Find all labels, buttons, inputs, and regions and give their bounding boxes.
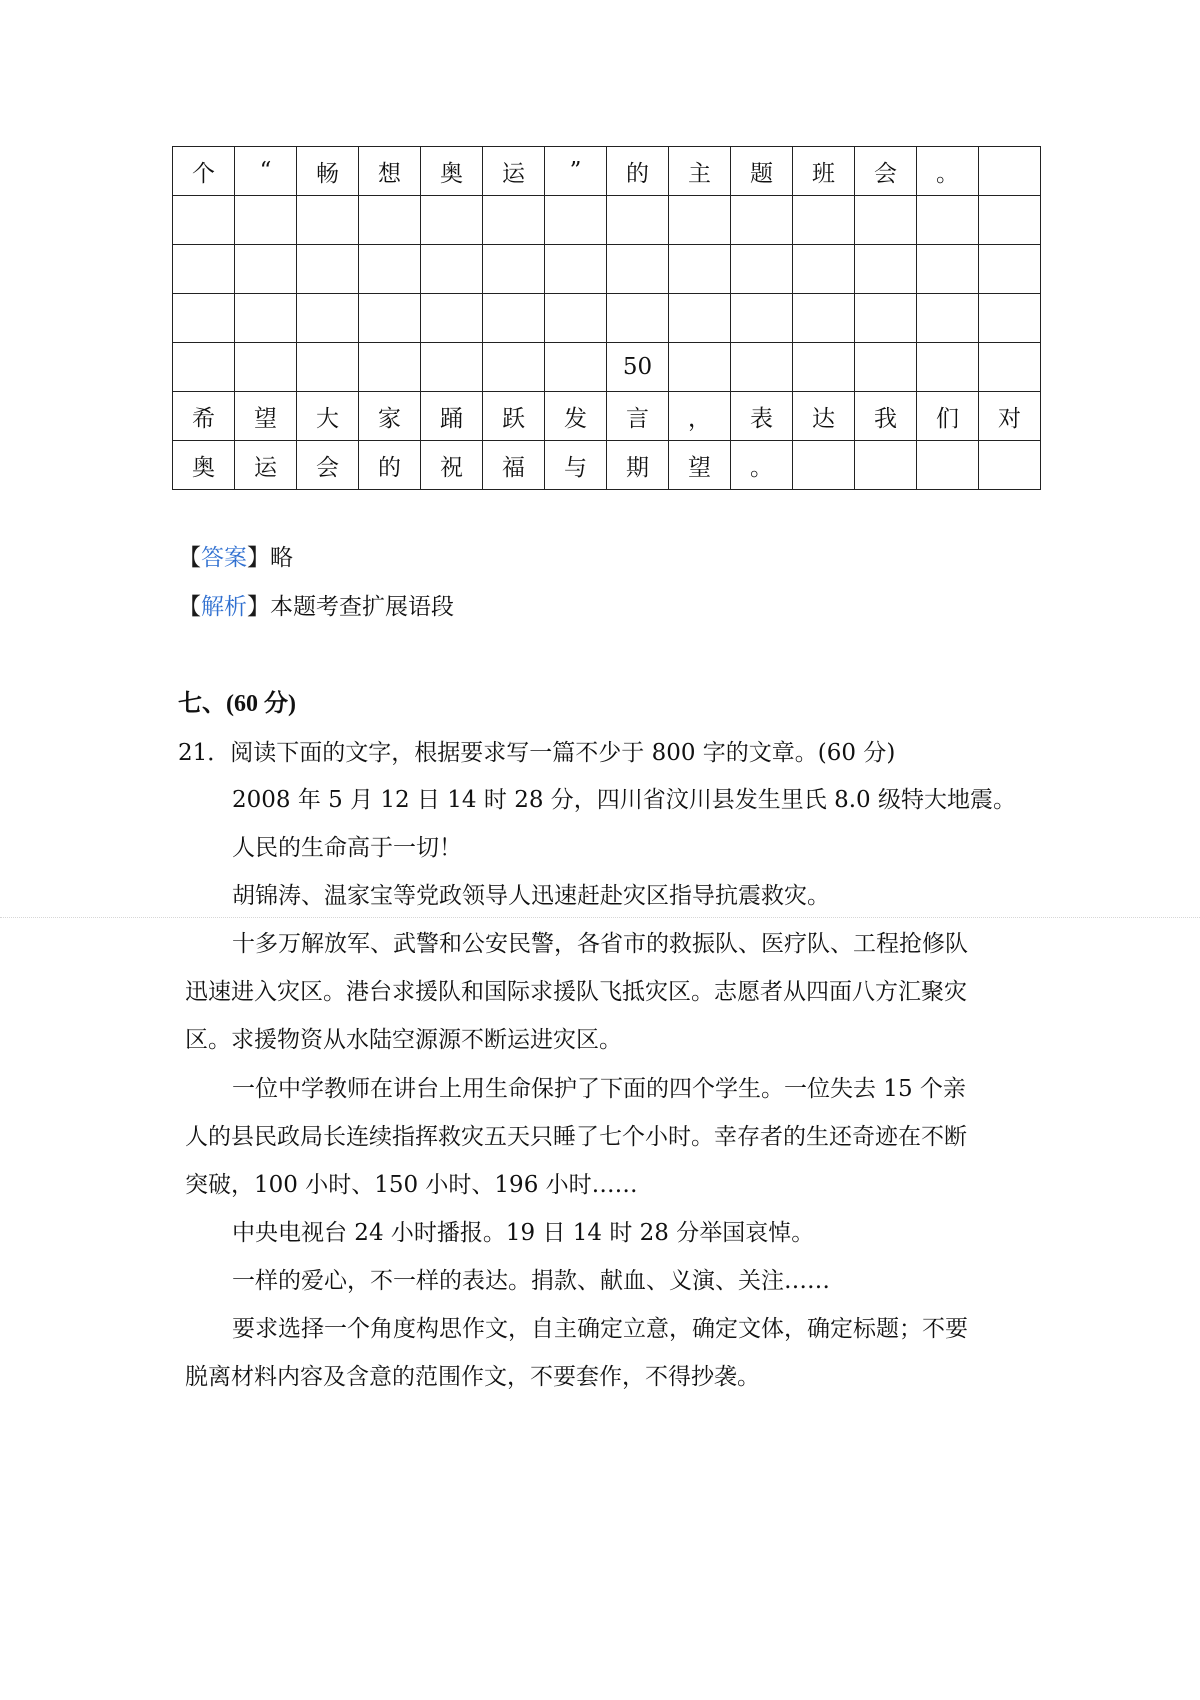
grid-cell: 。 (731, 441, 793, 490)
material-line: 一样的爱心，不一样的表达。捐款、献血、义演、关注…… (232, 1268, 830, 1294)
grid-cell: 运 (483, 147, 545, 196)
grid-cell (855, 294, 917, 343)
grid-row (173, 196, 1041, 245)
grid-cell: 祝 (421, 441, 483, 490)
grid-cell (235, 294, 297, 343)
grid-row (173, 392, 1041, 441)
grid-cell: 运 (235, 441, 297, 490)
grid-cell (979, 294, 1041, 343)
grid-cell (731, 245, 793, 294)
grid-cell (297, 294, 359, 343)
grid-cell (297, 196, 359, 245)
grid-row (173, 343, 1041, 392)
grid-cell (545, 196, 607, 245)
grid-cell (483, 196, 545, 245)
material-line: 十多万解放军、武警和公安民警，各省市的救振队、医疗队、工程抢修队 (232, 931, 968, 957)
material-line: 人的县民政局长连续指挥救灾五天只睡了七个小时。幸存者的生还奇迹在不断 (185, 1124, 967, 1150)
grid-cell (979, 147, 1041, 196)
grid-cell (979, 343, 1041, 392)
grid-cell (669, 196, 731, 245)
grid-cell (607, 294, 669, 343)
grid-cell (917, 343, 979, 392)
answer-text: 略 (270, 545, 293, 571)
grid-cell (235, 196, 297, 245)
analysis-tag: 解析 (201, 594, 247, 620)
grid-cell (545, 245, 607, 294)
grid-cell: 们 (917, 392, 979, 441)
essay-grid (172, 146, 1041, 490)
grid-cell (421, 294, 483, 343)
grid-cell: ， (669, 392, 731, 441)
grid-cell (793, 294, 855, 343)
grid-cell: 达 (793, 392, 855, 441)
grid-cell (793, 441, 855, 490)
grid-cell (545, 343, 607, 392)
grid-cell: 题 (731, 147, 793, 196)
grid-cell: 奥 (421, 147, 483, 196)
grid-cell (731, 196, 793, 245)
grid-cell (979, 245, 1041, 294)
grid-cell: 主 (669, 147, 731, 196)
grid-cell: 会 (855, 147, 917, 196)
grid-row (173, 294, 1041, 343)
grid-cell (917, 441, 979, 490)
grid-cell: 福 (483, 441, 545, 490)
grid-cell: 大 (297, 392, 359, 441)
essay-grid-body (173, 147, 1041, 490)
grid-cell (173, 294, 235, 343)
grid-cell: 50 (607, 343, 669, 392)
grid-cell: 望 (235, 392, 297, 441)
grid-cell: 与 (545, 441, 607, 490)
grid-cell (917, 196, 979, 245)
grid-cell (359, 343, 421, 392)
grid-cell: 。 (917, 147, 979, 196)
grid-cell (483, 343, 545, 392)
grid-cell: 踊 (421, 392, 483, 441)
grid-cell: 言 (607, 392, 669, 441)
grid-cell (793, 343, 855, 392)
section-heading: 七、(60 分) (178, 691, 296, 717)
grid-cell (669, 343, 731, 392)
material-line: 2008 年 5 月 12 日 14 时 28 分，四川省汶川县发生里氏 8.0 级特大地震。 (232, 787, 1016, 813)
question-line (178, 738, 895, 768)
material-line: 突破，100 小时、150 小时、196 小时…… (185, 1172, 638, 1198)
grid-cell (545, 294, 607, 343)
grid-cell (359, 245, 421, 294)
grid-cell (917, 294, 979, 343)
grid-cell (855, 441, 917, 490)
analysis-line (178, 592, 454, 622)
grid-cell: 望 (669, 441, 731, 490)
grid-cell (297, 245, 359, 294)
grid-cell (421, 245, 483, 294)
grid-cell: 的 (607, 147, 669, 196)
grid-cell (421, 196, 483, 245)
grid-cell: 奥 (173, 441, 235, 490)
grid-cell: 想 (359, 147, 421, 196)
material-line: 脱离材料内容及含意的范围作文，不要套作，不得抄袭。 (185, 1364, 760, 1390)
grid-cell: 表 (731, 392, 793, 441)
grid-cell: 班 (793, 147, 855, 196)
page-divider (0, 917, 1200, 918)
grid-cell: 希 (173, 392, 235, 441)
material-line: 一位中学教师在讲台上用生命保护了下面的四个学生。一位失去 15 个亲 (232, 1076, 966, 1102)
grid-cell: ” (545, 147, 607, 196)
grid-cell (483, 294, 545, 343)
material-line: 胡锦涛、温家宝等党政领导人迅速赶赴灾区指导抗震救灾。 (232, 883, 830, 909)
grid-cell (235, 343, 297, 392)
grid-cell (297, 343, 359, 392)
grid-cell: 跃 (483, 392, 545, 441)
grid-cell (855, 196, 917, 245)
question-number: 21． (178, 740, 231, 766)
grid-cell (669, 245, 731, 294)
question-text: 阅读下面的文字，根据要求写一篇不少于 800 字的文章。(60 分) (230, 740, 896, 766)
material-line: 中央电视台 24 小时播报。19 日 14 时 28 分举国哀悼。 (232, 1220, 815, 1246)
grid-row (173, 441, 1041, 490)
grid-cell (607, 245, 669, 294)
grid-cell (793, 196, 855, 245)
grid-cell (731, 294, 793, 343)
grid-cell: 的 (359, 441, 421, 490)
analysis-bracket-close: 】 (247, 594, 270, 620)
grid-cell (917, 245, 979, 294)
grid-cell (173, 196, 235, 245)
grid-cell: 期 (607, 441, 669, 490)
grid-cell: “ (235, 147, 297, 196)
answer-line (178, 543, 293, 573)
answer-tag: 答案 (201, 545, 247, 571)
grid-cell (731, 343, 793, 392)
grid-row (173, 245, 1041, 294)
grid-cell (235, 245, 297, 294)
grid-cell: 会 (297, 441, 359, 490)
material-line: 要求选择一个角度构思作文，自主确定立意，确定文体，确定标题；不要 (232, 1316, 968, 1342)
material-line: 迅速进入灾区。港台求援队和国际求援队飞抵灾区。志愿者从四面八方汇聚灾 (185, 979, 967, 1005)
grid-cell (793, 245, 855, 294)
material-line: 区。求援物资从水陆空源源不断运进灾区。 (185, 1027, 622, 1053)
answer-bracket-open: 【 (178, 545, 201, 571)
grid-cell (855, 245, 917, 294)
grid-cell (855, 343, 917, 392)
grid-cell (979, 441, 1041, 490)
grid-cell (359, 196, 421, 245)
grid-cell: 对 (979, 392, 1041, 441)
grid-cell (483, 245, 545, 294)
answer-bracket-close: 】 (247, 545, 270, 571)
grid-cell: 我 (855, 392, 917, 441)
grid-cell: 发 (545, 392, 607, 441)
grid-cell (359, 294, 421, 343)
grid-row (173, 147, 1041, 196)
grid-cell: 个 (173, 147, 235, 196)
analysis-text: 本题考查扩展语段 (270, 594, 454, 620)
material-line: 人民的生命高于一切！ (232, 835, 462, 861)
analysis-bracket-open: 【 (178, 594, 201, 620)
grid-cell: 家 (359, 392, 421, 441)
grid-cell (173, 245, 235, 294)
grid-cell: 畅 (297, 147, 359, 196)
grid-cell (173, 343, 235, 392)
grid-cell (669, 294, 731, 343)
grid-cell (421, 343, 483, 392)
grid-cell (607, 196, 669, 245)
grid-cell (979, 196, 1041, 245)
